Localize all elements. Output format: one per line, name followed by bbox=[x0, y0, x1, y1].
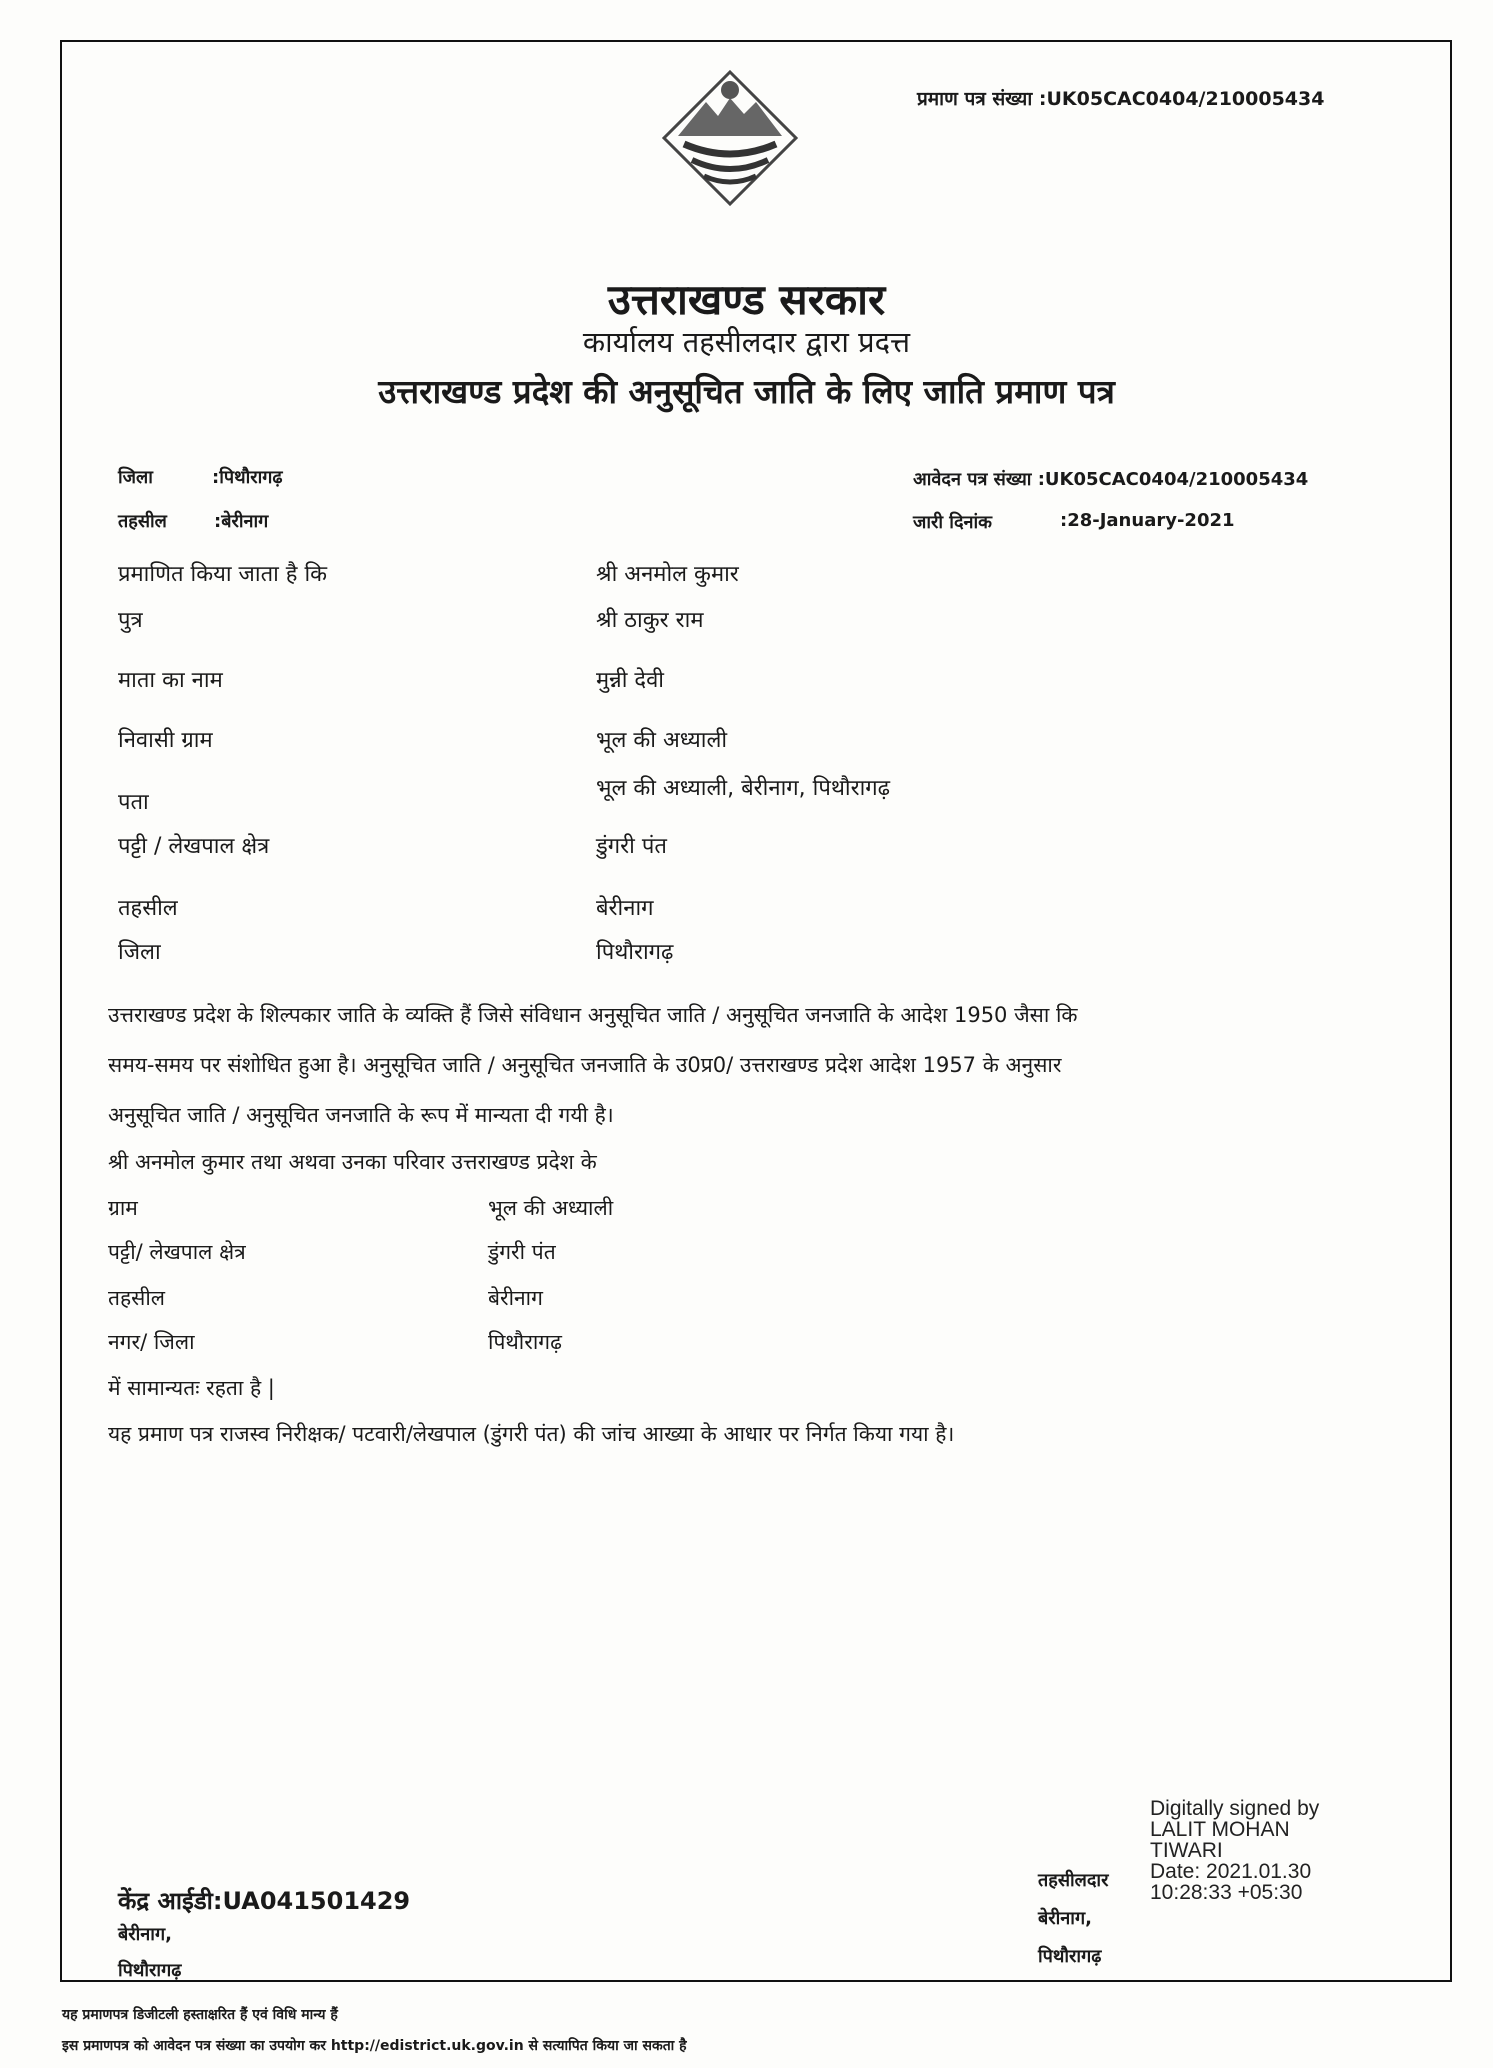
document-heading: उत्तराखण्ड प्रदेश की अनुसूचित जाति के लिए जाति प्रमाण पत्र bbox=[378, 372, 1115, 411]
detail-label: पुत्र bbox=[118, 608, 143, 633]
paragraph-line: समय-समय पर संशोधित हुआ है। अनुसूचित जाति / अनुसूचित जनजाति के उ0प्र0/ उत्तराखण्ड प्रदेश आदेश 1957 के अनुसार bbox=[108, 1053, 1062, 1077]
residence-intro: श्री अनमोल कुमार तथा अथवा उनका परिवार उत्तराखण्ड प्रदेश के bbox=[108, 1150, 597, 1174]
certificate-number: प्रमाण पत्र संख्या :UK05CAC0404/210005434 bbox=[917, 88, 1325, 110]
detail-label: पता bbox=[118, 790, 149, 815]
footer-left-district: पिथौरागढ़ bbox=[118, 1960, 182, 1981]
issue-basis-statement: यह प्रमाण पत्र राजस्व निरीक्षक/ पटवारी/लेखपाल (डुंगरी पंत) की जांच आख्या के आधार पर निर्गत किया गया है। bbox=[108, 1422, 955, 1446]
residence-label: ग्राम bbox=[108, 1196, 138, 1220]
detail-label: जिला bbox=[118, 940, 161, 965]
signatory-designation: तहसीलदार bbox=[1038, 1870, 1109, 1891]
detail-label: प्रमाणित किया जाता है कि bbox=[118, 562, 328, 587]
issue-date-value: :28-January-2021 bbox=[1060, 510, 1235, 531]
residence-statement: में सामान्यतः रहता है | bbox=[108, 1376, 275, 1400]
residence-value: बेरीनाग bbox=[488, 1286, 543, 1310]
uttarakhand-emblem-logo bbox=[660, 68, 800, 208]
footer-right-place: बेरीनाग, bbox=[1038, 1908, 1092, 1929]
district-value: :पिथौरागढ़ bbox=[212, 467, 283, 488]
tehsil-value: :बेरीनाग bbox=[214, 511, 269, 532]
detail-value: मुन्नी देवी bbox=[596, 668, 664, 693]
document-subtitle: कार्यालय तहसीलदार द्वारा प्रदत्त bbox=[582, 325, 911, 359]
signature-line: TIWARI bbox=[1150, 1839, 1223, 1862]
district-label: जिला bbox=[118, 467, 153, 488]
signature-line: Digitally signed by bbox=[1150, 1797, 1320, 1820]
residence-label: तहसील bbox=[108, 1286, 165, 1310]
detail-value: भूल की अध्याली, बेरीनाग, पिथौरागढ़ bbox=[596, 776, 891, 801]
residence-value: डुंगरी पंत bbox=[488, 1240, 556, 1264]
footer-right-district: पिथौरागढ़ bbox=[1038, 1946, 1102, 1967]
residence-label: पट्टी/ लेखपाल क्षेत्र bbox=[108, 1240, 246, 1264]
footer-left-place: बेरीनाग, bbox=[118, 1924, 172, 1945]
paragraph-line: अनुसूचित जाति / अनुसूचित जनजाति के रूप में मान्यता दी गयी है। bbox=[108, 1103, 614, 1127]
detail-value: श्री ठाकुर राम bbox=[596, 608, 704, 633]
issue-date-label: जारी दिनांक bbox=[913, 512, 993, 533]
verification-note: इस प्रमाणपत्र को आवेदन पत्र संख्या का उपयोग कर http://edistrict.uk.gov.in से सत्यापित किया जा सकता है bbox=[62, 2038, 687, 2054]
document-title: उत्तराखण्ड सरकार bbox=[607, 275, 886, 324]
residence-label: नगर/ जिला bbox=[108, 1330, 195, 1354]
detail-label: माता का नाम bbox=[118, 668, 223, 693]
detail-label: तहसील bbox=[118, 896, 178, 921]
signature-line: LALIT MOHAN bbox=[1150, 1818, 1290, 1841]
caste-declaration-paragraph bbox=[108, 990, 1378, 1140]
detail-value: पिथौरागढ़ bbox=[596, 940, 674, 965]
kendra-id: केंद्र आईडी:UA041501429 bbox=[118, 1887, 411, 1915]
application-number: आवेदन पत्र संख्या :UK05CAC0404/210005434 bbox=[913, 469, 1309, 490]
digital-signature-block bbox=[1150, 1798, 1319, 1903]
detail-value: बेरीनाग bbox=[596, 896, 654, 921]
detail-label: पट्टी / लेखपाल क्षेत्र bbox=[118, 834, 270, 859]
signature-line: 10:28:33 +05:30 bbox=[1150, 1881, 1303, 1904]
detail-label: निवासी ग्राम bbox=[118, 728, 213, 753]
detail-value: श्री अनमोल कुमार bbox=[596, 562, 739, 587]
signature-line: Date: 2021.01.30 bbox=[1150, 1860, 1312, 1883]
detail-value: डुंगरी पंत bbox=[596, 834, 667, 859]
digital-validity-note: यह प्रमाणपत्र डिजीटली हस्ताक्षरित हैं एवं विधि मान्य हैं bbox=[62, 2007, 338, 2023]
detail-value: भूल की अध्याली bbox=[596, 728, 728, 753]
paragraph-line: उत्तराखण्ड प्रदेश के शिल्पकार जाति के व्यक्ति हैं जिसे संविधान अनुसूचित जाति / अनुसूचित जनजाति के आदेश 1950 जैसा कि bbox=[108, 1003, 1078, 1027]
tehsil-label: तहसील bbox=[118, 511, 167, 532]
residence-value: पिथौरागढ़ bbox=[488, 1330, 562, 1354]
residence-value: भूल की अध्याली bbox=[488, 1196, 614, 1220]
